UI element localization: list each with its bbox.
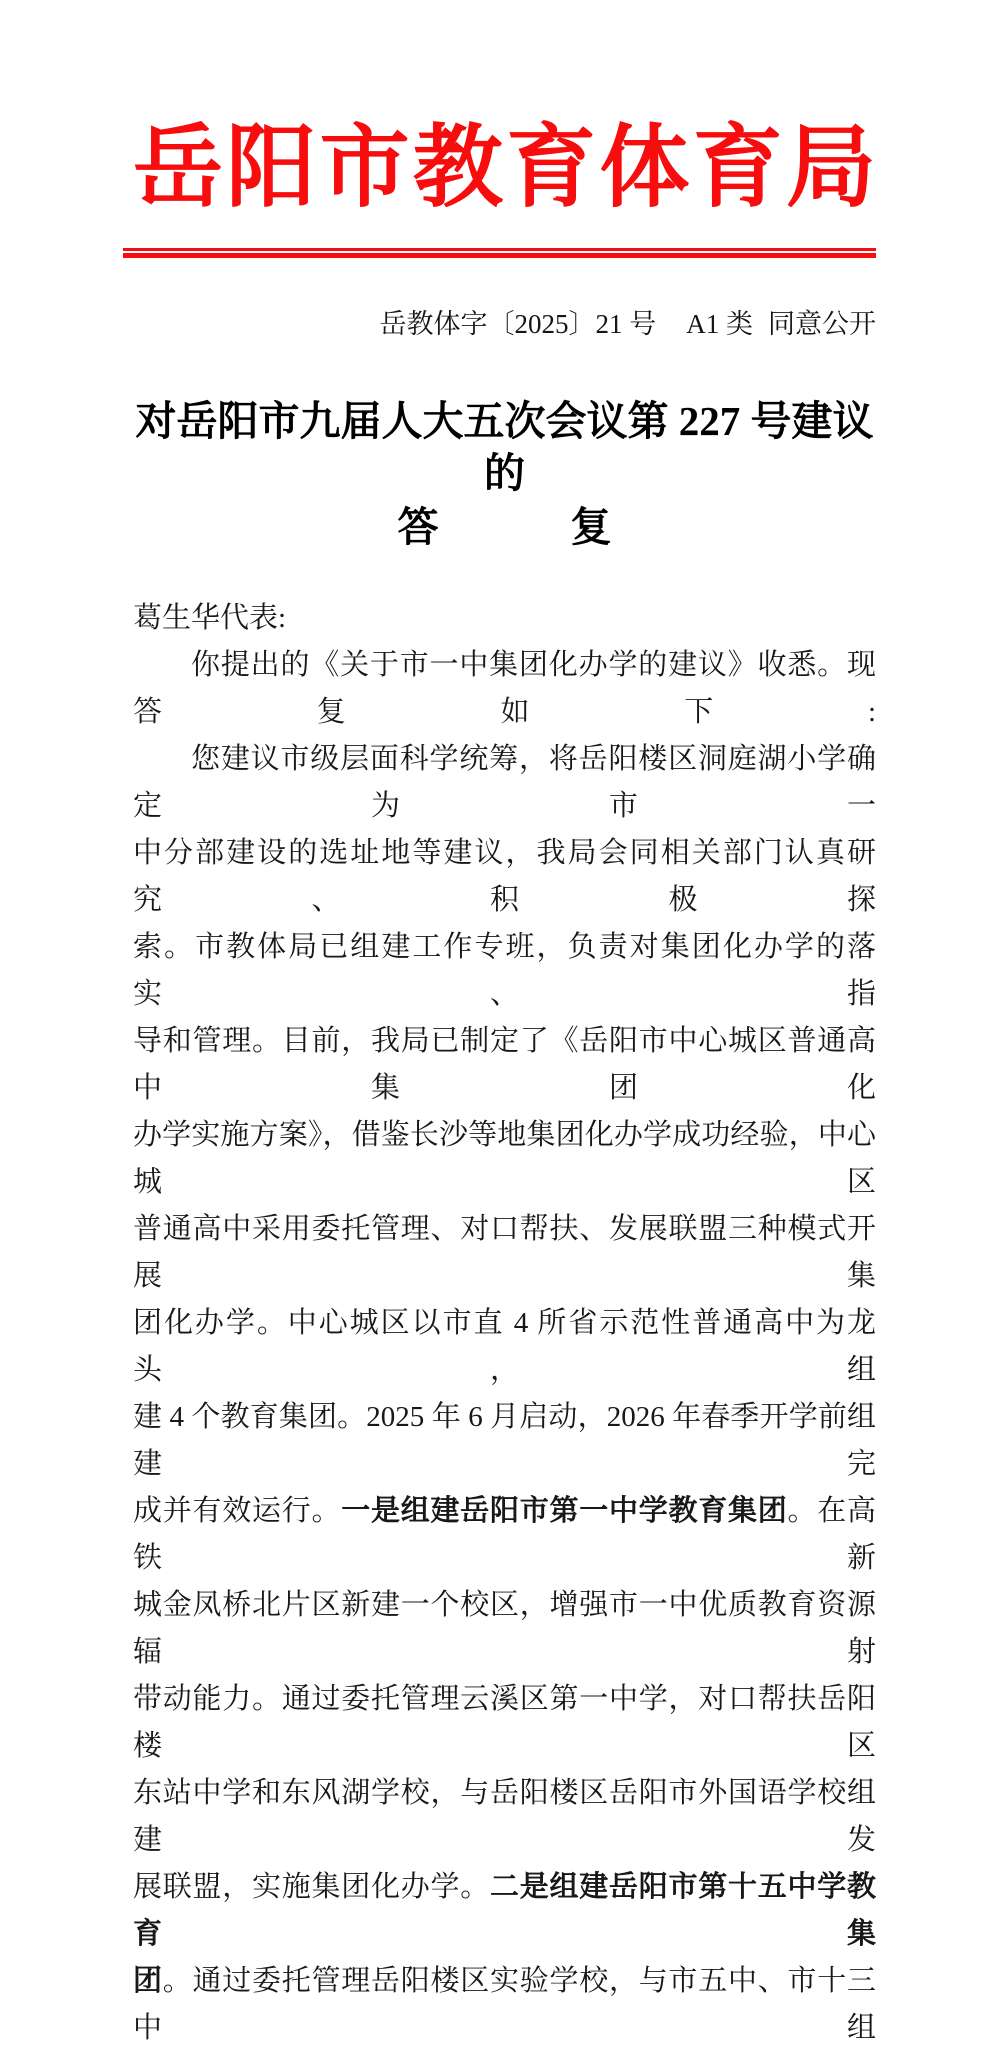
body-line (133, 736, 876, 830)
title-char-da: 答 (397, 504, 439, 550)
body-line (133, 830, 876, 924)
doc-category: A1 类 (686, 309, 753, 339)
agency-name-char: 市 (319, 119, 410, 218)
agency-name-char: 体 (599, 119, 690, 218)
agency-name-char: 岳 (133, 119, 223, 218)
text-segment: 团 (133, 1965, 163, 1997)
text-segment: 您建议市级层面科学统筹，将岳阳楼区洞庭湖小学确定为市一 (133, 743, 876, 822)
body-line (133, 1770, 876, 1864)
text-segment: 建 4 个教育集团。2025 年 6 月启动，2026 年春季开学前组建完 (133, 1401, 876, 1480)
red-rule-thick-line (123, 253, 876, 258)
text-segment: 展联盟，实施集团化办学。 (133, 1871, 490, 1903)
body-line (133, 642, 876, 736)
text-segment: 。在高铁新 (133, 1495, 876, 1574)
title-char-fu: 复 (570, 504, 612, 550)
body-line (133, 1112, 876, 1206)
doc-number: 岳教体字〔2025〕21 号 (379, 309, 657, 339)
text-segment: 团化办学。中心城区以市直 4 所省示范性普通高中为龙头，组 (133, 1307, 876, 1386)
agency-name-char: 阳 (226, 119, 317, 218)
agency-name-char: 育 (692, 119, 783, 218)
text-segment: 二是组建岳阳市第十五中学教育集 (133, 1871, 876, 1950)
agency-name (133, 119, 876, 218)
text-segment: 导和管理。目前，我局已制定了《岳阳市中心城区普通高中集团化 (133, 1025, 876, 1104)
body-line (133, 1958, 876, 2052)
text-segment: 一是组建岳阳市第一中学教育集团 (341, 1495, 788, 1527)
title-line2 (133, 501, 876, 553)
agency-name-char: 育 (506, 119, 597, 218)
body-line (133, 1394, 876, 1488)
salutation: 葛生华代表: (133, 602, 287, 634)
letterhead (133, 119, 876, 258)
body-line (133, 1300, 876, 1394)
agency-name-char: 教 (412, 119, 503, 218)
body-line (133, 1676, 876, 1770)
doc-number-line (133, 308, 876, 341)
document-title (133, 395, 876, 553)
body-line (133, 1488, 876, 1582)
text-segment: 东站中学和东风湖学校，与岳阳楼区岳阳市外国语学校组建发 (133, 1777, 876, 1856)
body-line (133, 924, 876, 1018)
text-segment: 你提出的《关于市一中集团化办学的建议》收悉。现答复如下: (133, 649, 876, 728)
text-segment: 中分部建设的选址地等建议，我局会同相关部门认真研究、积极探 (133, 837, 876, 916)
body-line (133, 1864, 876, 1958)
body-paragraphs (133, 642, 876, 2052)
agency-name-char: 局 (785, 119, 876, 218)
text-segment: 索。市教体局已组建工作专班，负责对集团化办学的落实、指 (133, 931, 876, 1010)
text-segment: 成并有效运行。 (133, 1495, 342, 1527)
text-segment: 城金凤桥北片区新建一个校区，增强市一中优质教育资源辐射 (133, 1589, 876, 1668)
document-body (133, 595, 876, 2052)
body-line (133, 1206, 876, 1300)
body-line (133, 1582, 876, 1676)
text-segment: 普通高中采用委托管理、对口帮扶、发展联盟三种模式开展集 (133, 1213, 876, 1292)
body-line (133, 1018, 876, 1112)
publicity-note: 同意公开 (768, 309, 876, 339)
title-line1: 对岳阳市九届人大五次会议第 227 号建议的 (135, 398, 874, 496)
red-separator-rule (123, 248, 876, 258)
text-segment: 带动能力。通过委托管理云溪区第一中学，对口帮扶岳阳楼区 (133, 1683, 876, 1762)
text-segment: 办学实施方案》，借鉴长沙等地集团化办学成功经验，中心城区 (133, 1119, 876, 1198)
text-segment: 。通过委托管理岳阳楼区实验学校，与市五中、市十三中组 (133, 1965, 876, 2044)
